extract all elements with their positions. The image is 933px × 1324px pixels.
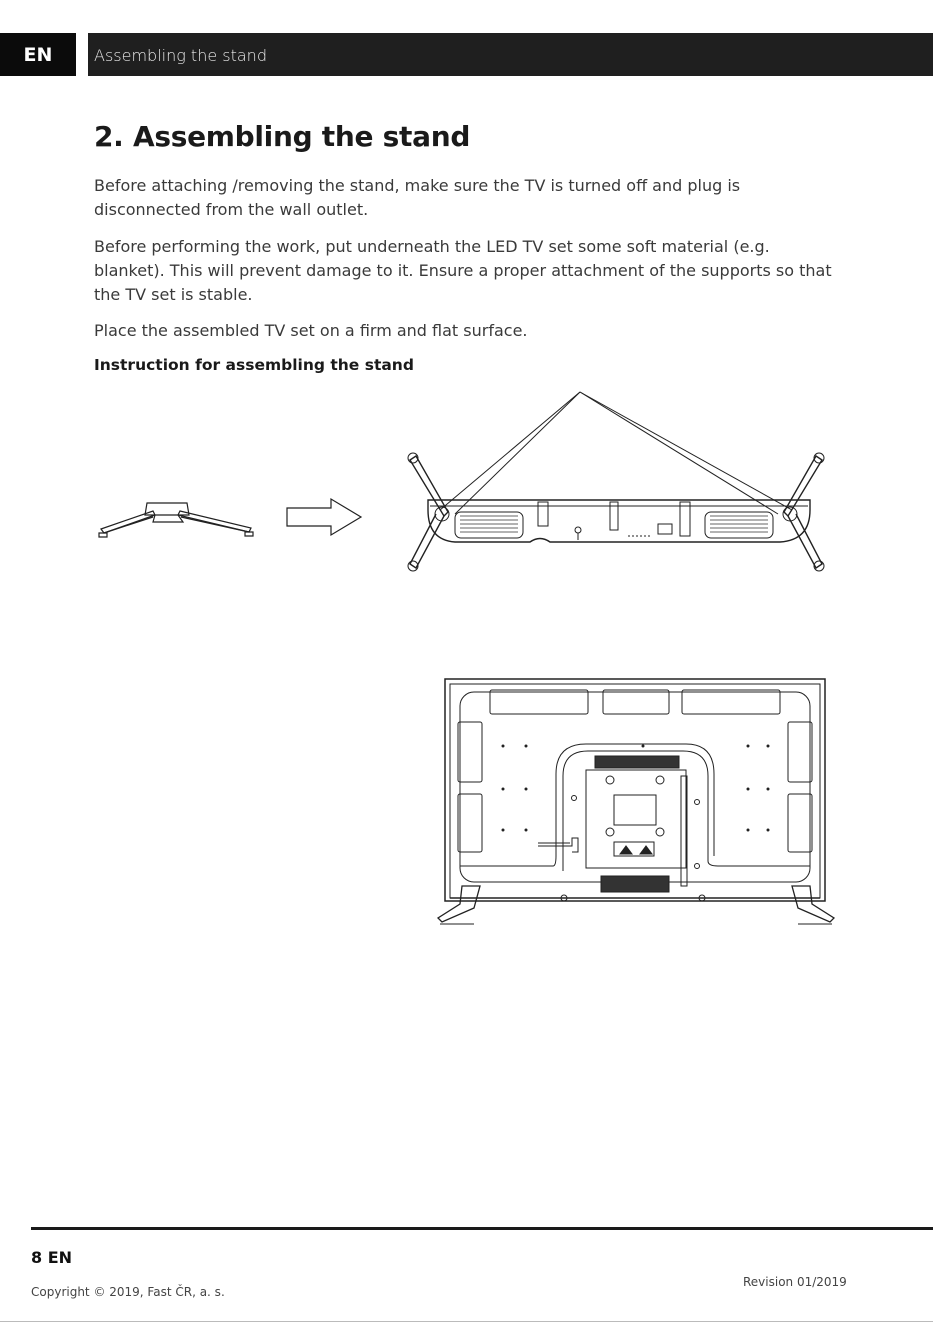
stand-foot-illustration: [95, 495, 260, 545]
instruction-subheading: Instruction for assembling the stand: [94, 356, 414, 374]
copyright-text: Copyright © 2019, Fast ČR, a. s.: [31, 1285, 225, 1299]
page-number: 8 EN: [31, 1248, 73, 1267]
language-tab: EN: [0, 33, 76, 76]
header-divider: [76, 33, 88, 76]
header-section-title: Assembling the stand: [94, 46, 267, 65]
right-arrow-icon: [285, 497, 365, 539]
footer-rule: [31, 1227, 933, 1230]
tv-rear-view-assembled: [438, 676, 834, 928]
bottom-rule: [0, 1321, 933, 1322]
page-title: 2. Assembling the stand: [94, 120, 471, 153]
header-bar: [0, 33, 933, 76]
revision-text: Revision 01/2019: [743, 1275, 847, 1289]
tv-bottom-view-with-feet: [400, 390, 832, 575]
paragraph-safety: Before attaching /removing the stand, make sure the TV is turned off and plug is disconnected from the wall outlet.: [94, 176, 741, 219]
paragraph-soft-material: Before performing the work, put underneath the LED TV set some soft material (e.g. blanket). This will prevent damage to it. Ensure a proper attachment of the supports so that the TV set is stable.: [94, 237, 832, 304]
paragraph-surface: Place the assembled TV set on a firm and flat surface.: [94, 321, 528, 340]
